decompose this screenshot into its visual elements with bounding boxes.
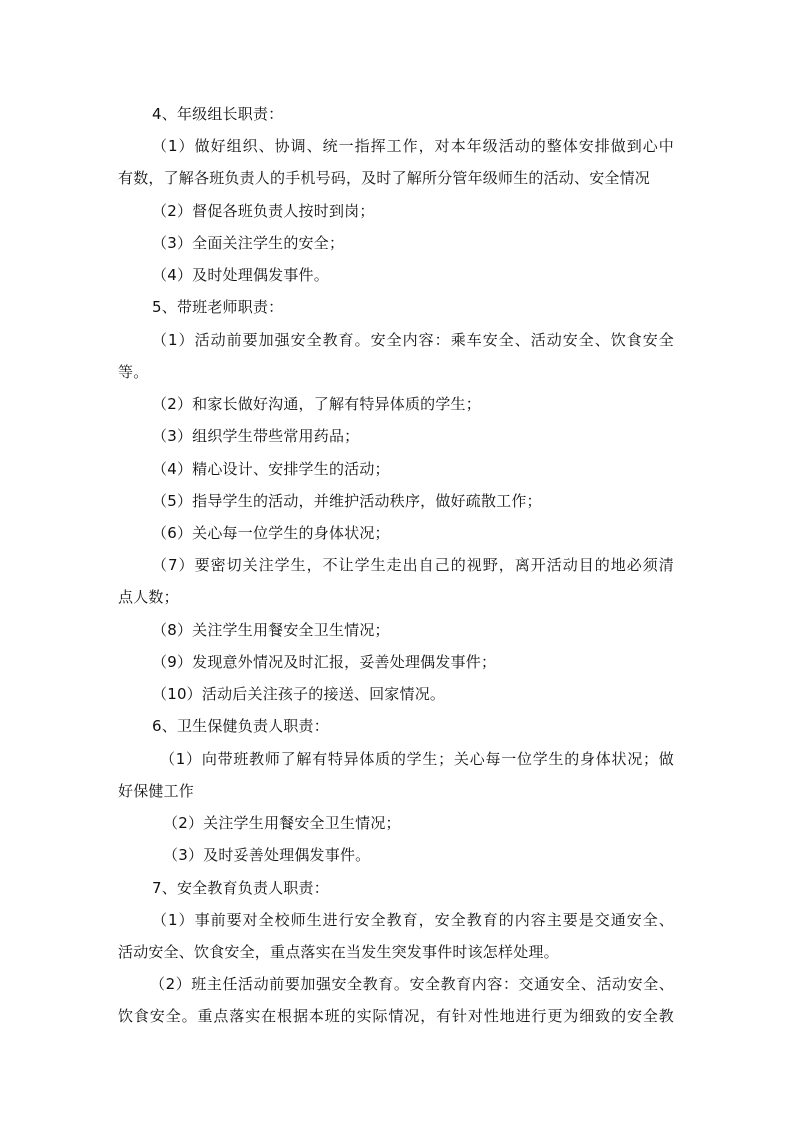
section-heading-health-care: 6、卫生保健负责人职责：: [152, 717, 329, 735]
list-item: （2）督促各班负责人按时到岗；: [152, 202, 375, 220]
list-item: （4）及时处理偶发事件。: [152, 266, 329, 284]
paragraph-line: （1）做好组织、协调、统一指挥工作，对本年级活动的整体安排做到心中: [152, 137, 674, 155]
section-heading-grade-leader: 4、年级组长职责：: [152, 105, 284, 123]
paragraph-line: 有数，了解各班负责人的手机号码，及时了解所分管年级师生的活动、安全情况: [118, 169, 651, 187]
list-item: （3）及时妥善处理偶发事件。: [163, 846, 371, 864]
list-item: （4）精心设计、安排学生的活动；: [152, 460, 390, 478]
list-item: （9）发现意外情况及时汇报，妥善处理偶发事件；: [152, 653, 497, 671]
paragraph-line: 点人数；: [118, 588, 179, 606]
paragraph-line: （1）向带班教师了解有特异体质的学生；关心每一位学生的身体状况；做: [160, 750, 674, 768]
list-item: （2）关注学生用餐安全卫生情况；: [163, 814, 401, 832]
paragraph-line: 活动安全、饮食安全，重点落实在当发生突发事件时该怎样处理。: [118, 943, 559, 961]
list-item: （3）全面关注学生的安全；: [152, 234, 345, 252]
section-heading-safety-education: 7、安全教育负责人职责：: [152, 879, 329, 897]
list-item: （8）关注学生用餐安全卫生情况；: [152, 621, 390, 639]
list-item: （5）指导学生的活动，并维护活动秩序，做好疏散工作；: [152, 492, 542, 510]
paragraph-line: 好保健工作: [118, 782, 195, 800]
list-item: （3）组织学生带些常用药品；: [152, 427, 360, 445]
paragraph-line: （1）活动前要加强安全教育。安全内容：乘车安全、活动安全、饮食安全: [152, 331, 674, 349]
list-item: （10）活动后关注孩子的接送、回家情况。: [152, 685, 446, 703]
paragraph-line: （1）事前要对全校师生进行安全教育，安全教育的内容主要是交通安全、: [152, 911, 674, 929]
paragraph-line: 饮食安全。重点落实在根据本班的实际情况，有针对性地进行更为细致的安全教: [118, 1007, 674, 1025]
list-item: （6）关心每一位学生的身体状况；: [152, 524, 390, 542]
section-heading-class-teacher: 5、带班老师职责：: [152, 298, 284, 316]
paragraph-line: （2）班主任活动前要加强安全教育。安全教育内容：交通安全、活动安全、: [150, 975, 674, 993]
paragraph-line: （7）要密切关注学生，不让学生走出自己的视野，离开活动目的地必须清: [152, 556, 674, 574]
list-item: （2）和家长做好沟通，了解有特异体质的学生；: [152, 395, 481, 413]
paragraph-line: 等。: [118, 363, 149, 381]
